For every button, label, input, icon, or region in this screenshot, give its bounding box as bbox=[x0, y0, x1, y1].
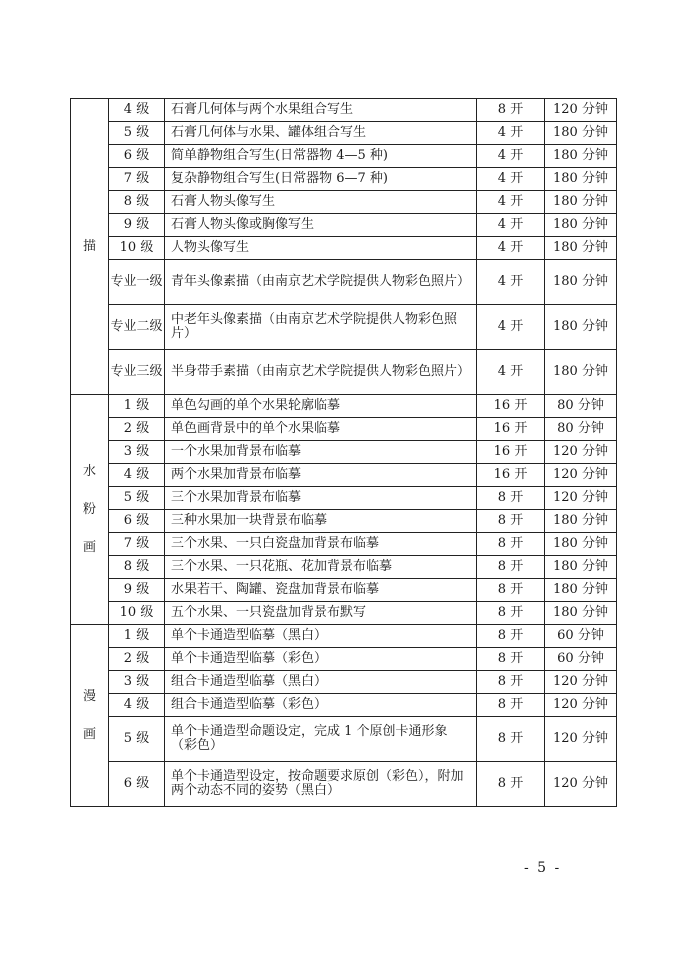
duration-cell: 180 分钟 bbox=[545, 305, 617, 350]
level-cell: 1 级 bbox=[109, 395, 165, 418]
level-cell: 10 级 bbox=[109, 237, 165, 260]
paper-size-cell: 8 开 bbox=[477, 625, 545, 648]
paper-size-cell: 4 开 bbox=[477, 122, 545, 145]
description-cell: 单个卡通造型命题设定，完成 1 个原创卡通形象（彩色） bbox=[165, 717, 477, 762]
duration-cell: 180 分钟 bbox=[545, 350, 617, 395]
table-row bbox=[71, 395, 617, 418]
duration-cell: 180 分钟 bbox=[545, 237, 617, 260]
description-cell: 半身带手素描（由南京艺术学院提供人物彩色照片） bbox=[165, 350, 477, 395]
category-label: 描 bbox=[82, 238, 96, 254]
table-row bbox=[71, 122, 617, 145]
duration-cell: 180 分钟 bbox=[545, 510, 617, 533]
paper-size-cell: 4 开 bbox=[477, 168, 545, 191]
level-cell: 8 级 bbox=[109, 556, 165, 579]
paper-size-cell: 4 开 bbox=[477, 145, 545, 168]
paper-size-cell: 8 开 bbox=[477, 671, 545, 694]
duration-cell: 120 分钟 bbox=[545, 694, 617, 717]
table-row bbox=[71, 464, 617, 487]
table-row bbox=[71, 487, 617, 510]
table-row bbox=[71, 350, 617, 395]
category-cell bbox=[71, 625, 109, 807]
duration-cell: 180 分钟 bbox=[545, 122, 617, 145]
description-cell: 单个卡通造型临摹（彩色） bbox=[165, 648, 477, 671]
level-cell: 5 级 bbox=[109, 122, 165, 145]
duration-cell: 60 分钟 bbox=[545, 625, 617, 648]
duration-cell: 80 分钟 bbox=[545, 395, 617, 418]
paper-size-cell: 8 开 bbox=[477, 579, 545, 602]
category-char: 漫 bbox=[82, 688, 96, 704]
table-row bbox=[71, 556, 617, 579]
description-cell: 青年头像素描（由南京艺术学院提供人物彩色照片） bbox=[165, 260, 477, 305]
description-cell: 组合卡通造型临摹（彩色） bbox=[165, 694, 477, 717]
table-row bbox=[71, 214, 617, 237]
level-cell: 5 级 bbox=[109, 487, 165, 510]
table-row bbox=[71, 237, 617, 260]
duration-cell: 120 分钟 bbox=[545, 671, 617, 694]
paper-size-cell: 16 开 bbox=[477, 395, 545, 418]
table-row bbox=[71, 694, 617, 717]
level-cell: 专业二级 bbox=[109, 305, 165, 350]
paper-size-cell: 16 开 bbox=[477, 464, 545, 487]
duration-cell: 180 分钟 bbox=[545, 602, 617, 625]
paper-size-cell: 8 开 bbox=[477, 533, 545, 556]
description-cell: 两个水果加背景布临摹 bbox=[165, 464, 477, 487]
duration-cell: 180 分钟 bbox=[545, 145, 617, 168]
duration-cell: 180 分钟 bbox=[545, 214, 617, 237]
paper-size-cell: 8 开 bbox=[477, 602, 545, 625]
duration-cell: 180 分钟 bbox=[545, 533, 617, 556]
table-row bbox=[71, 579, 617, 602]
exam-level-table bbox=[70, 98, 617, 807]
category-label bbox=[71, 453, 108, 567]
description-cell: 单色画背景中的单个水果临摹 bbox=[165, 418, 477, 441]
level-cell: 8 级 bbox=[109, 191, 165, 214]
level-cell: 1 级 bbox=[109, 625, 165, 648]
category-cell bbox=[71, 395, 109, 625]
level-cell: 6 级 bbox=[109, 145, 165, 168]
table-row bbox=[71, 305, 617, 350]
duration-cell: 60 分钟 bbox=[545, 648, 617, 671]
paper-size-cell: 16 开 bbox=[477, 441, 545, 464]
exam-level-table-container bbox=[70, 98, 616, 807]
description-cell: 石膏几何体与水果、罐体组合写生 bbox=[165, 122, 477, 145]
level-cell: 10 级 bbox=[109, 602, 165, 625]
duration-cell: 180 分钟 bbox=[545, 260, 617, 305]
description-cell: 三个水果、一只白瓷盘加背景布临摹 bbox=[165, 533, 477, 556]
paper-size-cell: 4 开 bbox=[477, 191, 545, 214]
page-number: - 5 - bbox=[524, 860, 562, 876]
table-row bbox=[71, 625, 617, 648]
level-cell: 7 级 bbox=[109, 533, 165, 556]
paper-size-cell: 4 开 bbox=[477, 305, 545, 350]
description-cell: 组合卡通造型临摹（黑白） bbox=[165, 671, 477, 694]
category-cell bbox=[71, 99, 109, 395]
category-char: 粉 bbox=[82, 501, 96, 517]
table-row bbox=[71, 602, 617, 625]
duration-cell: 80 分钟 bbox=[545, 418, 617, 441]
table-row bbox=[71, 533, 617, 556]
description-cell: 一个水果加背景布临摹 bbox=[165, 441, 477, 464]
description-cell: 单色勾画的单个水果轮廓临摹 bbox=[165, 395, 477, 418]
table-row bbox=[71, 648, 617, 671]
paper-size-cell: 8 开 bbox=[477, 99, 545, 122]
paper-size-cell: 4 开 bbox=[477, 260, 545, 305]
paper-size-cell: 8 开 bbox=[477, 648, 545, 671]
description-cell: 五个水果、一只瓷盘加背景布默写 bbox=[165, 602, 477, 625]
duration-cell: 120 分钟 bbox=[545, 487, 617, 510]
category-char: 画 bbox=[82, 726, 96, 742]
duration-cell: 120 分钟 bbox=[545, 762, 617, 807]
level-cell: 4 级 bbox=[109, 99, 165, 122]
level-cell: 9 级 bbox=[109, 214, 165, 237]
description-cell: 单个卡通造型临摹（黑白） bbox=[165, 625, 477, 648]
table-row bbox=[71, 441, 617, 464]
description-cell: 石膏人物头像或胸像写生 bbox=[165, 214, 477, 237]
level-cell: 3 级 bbox=[109, 671, 165, 694]
level-cell: 专业一级 bbox=[109, 260, 165, 305]
table-row bbox=[71, 510, 617, 533]
table-row bbox=[71, 671, 617, 694]
description-cell: 三个水果加背景布临摹 bbox=[165, 487, 477, 510]
level-cell: 专业三级 bbox=[109, 350, 165, 395]
paper-size-cell: 16 开 bbox=[477, 418, 545, 441]
table-row bbox=[71, 99, 617, 122]
table-row bbox=[71, 191, 617, 214]
paper-size-cell: 8 开 bbox=[477, 762, 545, 807]
paper-size-cell: 8 开 bbox=[477, 717, 545, 762]
paper-size-cell: 4 开 bbox=[477, 214, 545, 237]
level-cell: 6 级 bbox=[109, 762, 165, 807]
category-char: 画 bbox=[82, 539, 96, 555]
paper-size-cell: 4 开 bbox=[477, 237, 545, 260]
paper-size-cell: 8 开 bbox=[477, 694, 545, 717]
table-row bbox=[71, 145, 617, 168]
level-cell: 4 级 bbox=[109, 694, 165, 717]
paper-size-cell: 8 开 bbox=[477, 487, 545, 510]
description-cell: 简单静物组合写生(日常器物 4—5 种) bbox=[165, 145, 477, 168]
paper-size-cell: 8 开 bbox=[477, 556, 545, 579]
level-cell: 3 级 bbox=[109, 441, 165, 464]
category-label bbox=[71, 678, 108, 754]
table-row bbox=[71, 418, 617, 441]
description-cell: 水果若干、陶罐、瓷盘加背景布临摹 bbox=[165, 579, 477, 602]
category-char: 水 bbox=[82, 463, 96, 479]
level-cell: 2 级 bbox=[109, 418, 165, 441]
duration-cell: 180 分钟 bbox=[545, 579, 617, 602]
table-row bbox=[71, 168, 617, 191]
duration-cell: 180 分钟 bbox=[545, 556, 617, 579]
description-cell: 石膏几何体与两个水果组合写生 bbox=[165, 99, 477, 122]
level-cell: 5 级 bbox=[109, 717, 165, 762]
paper-size-cell: 4 开 bbox=[477, 350, 545, 395]
duration-cell: 120 分钟 bbox=[545, 441, 617, 464]
level-cell: 2 级 bbox=[109, 648, 165, 671]
level-cell: 4 级 bbox=[109, 464, 165, 487]
table-row bbox=[71, 762, 617, 807]
duration-cell: 180 分钟 bbox=[545, 168, 617, 191]
duration-cell: 120 分钟 bbox=[545, 99, 617, 122]
description-cell: 单个卡通造型设定，按命题要求原创（彩色），附加两个动态不同的姿势（黑白） bbox=[165, 762, 477, 807]
description-cell: 三种水果加一块背景布临摹 bbox=[165, 510, 477, 533]
description-cell: 复杂静物组合写生(日常器物 6—7 种) bbox=[165, 168, 477, 191]
level-cell: 6 级 bbox=[109, 510, 165, 533]
duration-cell: 180 分钟 bbox=[545, 191, 617, 214]
table-row bbox=[71, 717, 617, 762]
description-cell: 三个水果、一只花瓶、花加背景布临摹 bbox=[165, 556, 477, 579]
description-cell: 人物头像写生 bbox=[165, 237, 477, 260]
duration-cell: 120 分钟 bbox=[545, 464, 617, 487]
paper-size-cell: 8 开 bbox=[477, 510, 545, 533]
description-cell: 中老年头像素描（由南京艺术学院提供人物彩色照片） bbox=[165, 305, 477, 350]
duration-cell: 120 分钟 bbox=[545, 717, 617, 762]
table-row bbox=[71, 260, 617, 305]
level-cell: 7 级 bbox=[109, 168, 165, 191]
description-cell: 石膏人物头像写生 bbox=[165, 191, 477, 214]
level-cell: 9 级 bbox=[109, 579, 165, 602]
